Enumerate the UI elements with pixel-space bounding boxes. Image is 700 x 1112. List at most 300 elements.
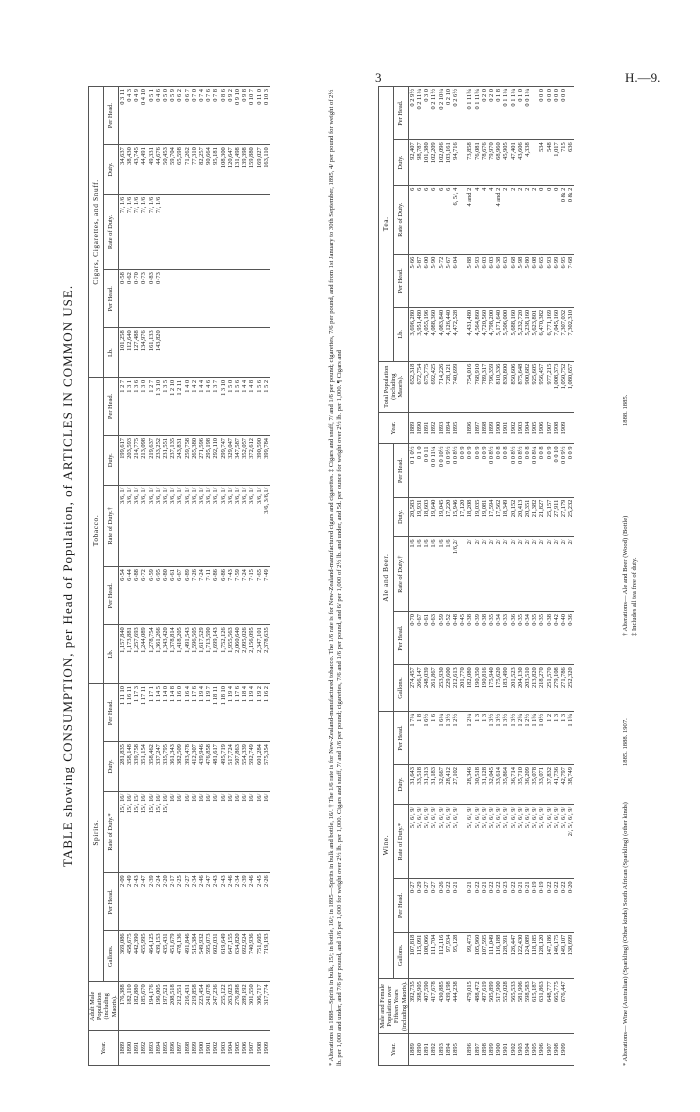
table-cell: 0·58 <box>118 270 126 328</box>
table-cell: 6·67 <box>176 567 183 625</box>
table-cell: 0 4 9 <box>133 87 140 145</box>
table-cell: 1 2¾ <box>517 711 524 764</box>
table-cell <box>191 270 198 328</box>
table-cell: 1 3 5 <box>162 377 169 435</box>
table-cell: 5/, 6/, 9/ <box>438 804 445 879</box>
table-cell: 0·21 <box>481 879 488 932</box>
table-cell: 223,454 <box>198 982 205 1031</box>
table-cell: 16/ <box>205 791 212 873</box>
table-cell: 253,930 <box>438 665 445 712</box>
table-cell: 1891 <box>133 1031 140 1066</box>
table-cell <box>567 87 574 140</box>
table-cell: 634,820 <box>234 931 241 982</box>
table-cell: 6·65 <box>538 254 545 307</box>
table-cell: 248,039 <box>423 665 430 712</box>
table-cell <box>205 328 212 378</box>
table-cell: 1 11 10 <box>118 684 126 742</box>
table-cell: 99,473 <box>466 932 473 979</box>
table-cell: 0 <box>538 185 545 254</box>
table-cell: 1 3 10 <box>155 377 162 435</box>
table-cell: 1905 <box>531 412 538 444</box>
table-cell: 6·93 <box>546 254 553 307</box>
table-cell: 2·39 <box>148 873 155 931</box>
table-cell: 108,066 <box>423 932 430 979</box>
col-lb: Lb. <box>393 307 408 361</box>
table-cell: 361,343 <box>169 742 176 792</box>
table-cell: 271,596 <box>198 436 205 486</box>
table-cell <box>227 194 234 269</box>
table-cell: 4,088,360 <box>430 307 437 361</box>
table-cell: 201,770 <box>459 665 466 712</box>
table-cell: 1 14 5 <box>155 684 162 742</box>
table-cell: 925,605 <box>531 361 538 412</box>
table-cell: 1901 <box>502 1034 509 1066</box>
table-cell: 1900 <box>495 412 502 444</box>
table-row <box>438 87 445 1066</box>
table-cell: 1 17 6 <box>191 684 198 742</box>
table-cell: 197,521 <box>162 982 169 1031</box>
table-cell: 4 and 2 <box>466 185 473 254</box>
table-cell: 214,775 <box>133 436 140 486</box>
table-cell: 5/, 6/, 9/ <box>538 804 545 879</box>
table-row <box>416 87 423 1066</box>
table-cell: 789,317 <box>481 361 488 412</box>
table-cell: 1,017 <box>553 140 560 185</box>
table-cell: 68,960 <box>495 140 502 185</box>
table-cell: 17,594 <box>488 497 495 537</box>
table-cell: 565,533 <box>510 979 517 1034</box>
table-cell: 0 0 8½ <box>517 444 524 497</box>
table-cell: 6·00 <box>423 254 430 307</box>
table-cell: 1,491,543 <box>184 625 191 684</box>
table-cell: 45,905 <box>502 140 509 185</box>
table-row <box>220 87 227 1066</box>
table-cell: 0 8 6 <box>220 87 227 145</box>
table-cell: 1895 <box>452 1034 459 1066</box>
table-cell: 241,078 <box>205 982 212 1031</box>
table-cell: 5/, 6/, 9/ <box>495 804 502 879</box>
footnote-ale-alterations: † Alterations— Ale and Beer (Wood) (Bottle) <box>622 515 629 636</box>
table-cell: 337,247 <box>155 742 162 792</box>
table-row <box>553 87 560 1066</box>
table-cell: 0 0 8¼ <box>531 444 538 497</box>
table-cell: 0·62 <box>126 270 133 328</box>
col-per-head: Per Head. <box>393 879 408 932</box>
table-cell: 0 0 8 <box>502 444 509 497</box>
table-row <box>408 87 416 1066</box>
table-cell: 127,488 <box>133 328 140 378</box>
page-number: 3 <box>375 70 382 85</box>
table-row <box>502 87 509 1066</box>
table-cell <box>263 194 270 269</box>
col-duty: Duty. <box>393 497 408 537</box>
table-cell: 1903 <box>517 412 524 444</box>
table-cell: 19,081 <box>481 497 488 537</box>
table-cell: 6·86 <box>212 567 219 625</box>
table-cell: 33,614 <box>495 765 502 805</box>
table-cell: 451,679 <box>169 931 176 982</box>
table-cell: 15/, 16/ <box>148 791 155 873</box>
table-cell: 1895 <box>162 1031 169 1066</box>
table-cell: 977,215 <box>546 361 553 412</box>
table-cell <box>169 328 176 378</box>
table-cell: 5/, 6/, 9/ <box>466 804 473 879</box>
table-cell: 43,606 <box>517 140 524 185</box>
table-cell: 15,946 <box>452 497 459 537</box>
table-cell: 1 2½ <box>452 711 459 764</box>
table-cell: 715 <box>560 140 567 185</box>
table-cell: 2,156,095 <box>248 625 255 684</box>
table-cell: 1907 <box>546 1034 553 1066</box>
footnote-spirits-tobacco: * Alterations in 1888—Spirits in bulk, 15/; in bottle, 16/; in 1895—Spirits in bulk and bottle, 16/. † The 1/6 rate is for New-Zealand-manufactured tobacco. The 1/6 rate is for New-Zealand-manufactured cigars and cigarettes. ‡ Cigars and snuff, 7/ and 1/6 per pound; cigarettes, 7/6 per pound, and from 1st January to 30th September, 1895, 4/ per pound for weight of 2½ lb. per 1,000 and under, and 7/6 per pound, and 1/6 per 1,000 for weight over 2½ lb. per 1,000. Cigars and snuff, 7/ and 1/6 per pound; cigarettes, 7/6 and 1/6 per pound, and 6/ per 1,000 of 2½ lb. and under, and 5d. per ounce for weight over 2½ lb. per 1,000. ¶ Cigars and <box>328 89 343 1066</box>
col-rate: Rate of Duty.* <box>393 804 408 879</box>
table-cell: 1898 <box>184 1031 191 1066</box>
table-cell: 1,008,373 <box>553 361 560 412</box>
table-cell <box>241 194 248 269</box>
table-cell: 956,457 <box>538 361 545 412</box>
table-cell: 1 3½ <box>495 711 502 764</box>
table-cell: 5,623,801 <box>531 307 538 361</box>
table-cell: 28,412 <box>445 765 452 805</box>
table-cell: 1 3 <box>560 711 567 764</box>
table-cell: 0·26 <box>438 879 445 932</box>
group-cigars: Cigars, Cigarettes, and Snuff. <box>89 87 104 378</box>
table-cell: 3/6, 1/ <box>212 485 219 567</box>
table-cell: 6·89 <box>184 567 191 625</box>
table-cell: 120,647 <box>227 145 234 195</box>
table-cell: 20,351 <box>524 497 531 537</box>
table-cell: 517,900 <box>495 979 502 1034</box>
table-cell: 2/ <box>466 537 473 612</box>
table-cell: 0 7 0 <box>191 87 198 145</box>
table-cell: 2·46 <box>198 873 205 931</box>
table-cell: 648,777 <box>546 979 553 1034</box>
table-cell: 35,710 <box>517 765 524 805</box>
table-cell: 19,640 <box>430 497 437 537</box>
table-cell: 317,774 <box>263 982 270 1031</box>
table-cell: 1,596,505 <box>191 625 198 684</box>
table-cell: 1906 <box>241 1031 248 1066</box>
table-cell: 25,232 <box>567 497 574 537</box>
table-cell <box>263 328 270 378</box>
table-row <box>155 87 162 1066</box>
table-cell <box>176 194 183 269</box>
table-cell: 32,667 <box>438 765 445 805</box>
table-row <box>466 87 473 1066</box>
table-cell: 619,649 <box>220 931 227 982</box>
table-cell: 7·11 <box>205 567 212 625</box>
table-cell: 5/, 6/, 9/ <box>560 804 567 879</box>
table-cell: 6·88 <box>133 567 140 625</box>
table-cell: 478,136 <box>176 931 183 982</box>
table-cell <box>256 328 263 378</box>
table-cell: 4,798,200 <box>488 307 495 361</box>
table-cell: 0·63 <box>430 612 437 665</box>
table-cell: 2·49 <box>126 873 133 931</box>
table-cell: 7,045,160 <box>553 307 560 361</box>
table-cell: 6·95 <box>155 567 162 625</box>
table-cell: 204,130 <box>517 665 524 712</box>
table-cell: 19,035 <box>474 497 481 537</box>
table-cell: 1904 <box>524 412 531 444</box>
table-cell: 3/6, 1/ <box>162 485 169 567</box>
table-row <box>162 87 169 1066</box>
table-row <box>176 87 183 1066</box>
table-cell: 0 0 0 <box>538 87 545 140</box>
table-cell: 0 2 11¼ <box>416 87 423 140</box>
table-cell: 1905 <box>234 1031 241 1066</box>
spirits-tobacco-table <box>88 86 270 1066</box>
table-cell: 0·21 <box>517 879 524 932</box>
table-cell: 116,188 <box>495 932 502 979</box>
table-cell: 6·63 <box>502 254 509 307</box>
table-cell: 2 <box>510 185 517 254</box>
table-cell: 1889 <box>118 1031 126 1066</box>
table-cell: 37,832 <box>546 765 553 805</box>
table-cell: 1896 <box>466 1034 473 1066</box>
table-cell: 2·25 <box>176 873 183 931</box>
table-cell: 101,380 <box>423 140 430 185</box>
table-cell: 0 0 9½ <box>445 444 452 497</box>
table-cell: 2/ <box>502 537 509 612</box>
table-row <box>227 87 234 1066</box>
table-cell: 5/, 6/, 9/ <box>445 804 452 879</box>
table-cell: 347,587 <box>234 436 241 486</box>
table-cell: 18,208 <box>466 497 473 537</box>
table-cell: 5/, 6/, 9/ <box>488 804 495 879</box>
table-cell: 176,388 <box>118 982 126 1031</box>
table-cell: 0 5 9 <box>169 87 176 145</box>
footnote-wine-years: 1885. 1888. 1907. <box>622 718 629 766</box>
table-cell: 3/6, 1/ <box>140 485 147 567</box>
table-cell: 259,758 <box>184 436 191 486</box>
table-cell: 190,816 <box>481 665 488 712</box>
rotated-table-sheet <box>60 86 660 1066</box>
table-cell: 47,401 <box>510 140 517 185</box>
table-cell: 4,720,560 <box>481 307 488 361</box>
table-cell: 16/ <box>234 791 241 873</box>
table-cell: 16/ <box>248 791 255 873</box>
table-cell: 20,413 <box>517 497 524 537</box>
table-cell: 6·80 <box>162 567 169 625</box>
table-cell: 175,940 <box>488 665 495 712</box>
col-gallons: Gallons. <box>103 931 118 982</box>
table-cell <box>531 87 538 140</box>
table-cell: 16/ <box>191 791 198 873</box>
table-cell: 2·26 <box>263 873 270 931</box>
table-cell: 115,091 <box>416 932 423 979</box>
table-cell <box>169 270 176 328</box>
table-cell: 147,186 <box>546 932 553 979</box>
table-cell: 134,976 <box>140 328 147 378</box>
table-cell: 515,384 <box>191 931 198 982</box>
table-cell: 0·35 <box>517 612 524 665</box>
table-cell: 0 0 11¼ <box>430 444 437 497</box>
col-duty: Duty. <box>103 145 118 195</box>
table-cell: 719,193 <box>263 931 270 982</box>
table-cell <box>459 765 466 805</box>
table-cell: 675,775 <box>423 361 430 412</box>
table-cell: 185,670 <box>140 982 147 1031</box>
table-cell: 714,226 <box>438 361 445 412</box>
table-cell: 7,307,032 <box>560 307 567 361</box>
table-cell: 34,637 <box>118 145 126 195</box>
table-cell: 97,934 <box>445 932 452 979</box>
table-cell: 16/ <box>169 791 176 873</box>
table-cell: 2/ <box>495 537 502 612</box>
table-cell: 7,302,310 <box>567 307 574 361</box>
table-cell <box>241 328 248 378</box>
table-cell: 111,704 <box>430 932 437 979</box>
table-cell: 94,716 <box>452 140 459 185</box>
col-lb: Lb. <box>103 328 118 378</box>
table-cell: 203,510 <box>524 665 531 712</box>
col-rate: Rate of Duty.† <box>103 485 118 567</box>
table-cell <box>198 194 205 269</box>
table-cell: 1 2 11 <box>176 377 183 435</box>
table-cell: 15/, 15/ <box>133 791 140 873</box>
table-cell: 0 9 8 <box>241 87 248 145</box>
table-cell: 33,518 <box>416 765 423 805</box>
table-cell: 0·22 <box>546 879 553 932</box>
table-cell: 0·22 <box>488 879 495 932</box>
table-cell: 1 3½ <box>445 711 452 764</box>
table-cell: 0·73 <box>140 270 147 328</box>
table-cell: 2,347,101 <box>256 625 263 684</box>
table-cell: 1,173,881 <box>126 625 133 684</box>
table-cell: 728,121 <box>445 361 452 412</box>
table-cell: 1 4 6 <box>205 377 212 435</box>
table-cell: 41,736 <box>553 765 560 805</box>
table-cell <box>212 270 219 328</box>
table-cell: 6·68 <box>510 254 517 307</box>
table-cell: 6,470,382 <box>538 307 545 361</box>
table-cell: 5/, 6/, 9/ <box>517 804 524 879</box>
table-cell: 1906 <box>538 412 545 444</box>
table-cell: 549,932 <box>198 931 205 982</box>
col-rate: Rate of Duty.† <box>393 537 408 612</box>
table-cell: 7/, 1/6 <box>148 194 155 269</box>
table-cell: 1,050,752 <box>560 361 567 412</box>
table-cell: 0·45 <box>459 612 466 665</box>
table-cell: 124,089 <box>524 932 531 979</box>
table-cell: 5/, 6/, 9/ <box>452 804 459 879</box>
table-cell: 2·43 <box>133 873 140 931</box>
table-cell: 92,407 <box>408 140 416 185</box>
table-cell: 0·73 <box>155 270 162 328</box>
table-cell: 112,640 <box>126 328 133 378</box>
table-cell: 1901 <box>205 1031 212 1066</box>
table-row <box>133 87 140 1066</box>
table-cell: 1/6 <box>423 537 430 612</box>
table-cell: 0 & 2 <box>560 185 567 254</box>
table-cell: 7/, 1/6 <box>140 194 147 269</box>
table-cell: 271,786 <box>560 665 567 712</box>
table-cell: 1,418,205 <box>176 625 183 684</box>
table-cell: 595,073 <box>205 931 212 982</box>
table-row <box>459 87 466 1066</box>
table-cell: 17,120 <box>459 497 466 537</box>
table-cell: 407,590 <box>423 979 430 1034</box>
table-cell: 219,858 <box>191 982 198 1031</box>
table-cell: 103,161 <box>445 140 452 185</box>
table-cell: 435,431 <box>162 931 169 982</box>
table-cell: 2·43 <box>212 873 219 931</box>
table-cell: 1/6 <box>416 537 423 612</box>
table-cell: 0·27 <box>423 879 430 932</box>
table-cell <box>234 194 241 269</box>
table-cell: 2/, 5/, 6/, 9/ <box>567 804 574 879</box>
table-cell: 1889 <box>408 1034 416 1066</box>
table-cell: 6 <box>416 185 423 254</box>
table-cell: 3/6, 3/6,1/ <box>263 485 270 567</box>
table-cell: 1 4 0 <box>184 377 191 435</box>
table-cell: 0 4 6 <box>155 87 162 145</box>
table-cell: 1894 <box>445 412 452 444</box>
table-cell: 3,696,280 <box>408 307 416 361</box>
table-cell: 20,583 <box>408 497 416 537</box>
table-row <box>567 87 574 1066</box>
table-cell: 372,612 <box>248 436 255 486</box>
table-cell: 0·20 <box>567 879 574 932</box>
table-cell: 107,818 <box>408 932 416 979</box>
table-cell: 65,598 <box>176 145 183 195</box>
col-gallons: Gallons. <box>393 665 408 712</box>
table-cell: 1908 <box>553 1034 560 1066</box>
table-cell: 1 19 4 <box>227 684 234 742</box>
table-cell: 19,045 <box>438 497 445 537</box>
table-cell: 1 17 6 <box>234 684 241 742</box>
table-cell: 1 16 4 <box>184 684 191 742</box>
table-cell: 1/6 <box>438 537 445 612</box>
table-cell: 0·22 <box>445 879 452 932</box>
table-cell: 1 6 <box>430 711 437 764</box>
table-cell: 15/, 16/ <box>126 791 133 873</box>
table-cell: 0 0 0 <box>553 87 560 140</box>
table-cell <box>567 979 574 1034</box>
table-cell: 194,176 <box>148 982 155 1031</box>
table-cell: 0 0 9 <box>567 444 574 497</box>
table-cell: 16/ <box>256 791 263 873</box>
table-cell: 289,192 <box>241 982 248 1031</box>
table-row <box>474 87 481 1066</box>
table-cell: 6 <box>408 185 416 254</box>
table-cell <box>459 307 466 361</box>
table-cell: 213,820 <box>531 665 538 712</box>
table-cell: 44,676 <box>155 145 162 195</box>
table-cell: 676,447 <box>560 979 567 1034</box>
table-cell: 3/6, 1/ <box>256 485 263 567</box>
table-cell: 875,648 <box>517 361 524 412</box>
table-cell: 218,270 <box>538 665 545 712</box>
table-cell: 2·20 <box>162 873 169 931</box>
table-cell: 602,031 <box>212 931 219 982</box>
table-cell: 592,749 <box>248 742 255 792</box>
table-cell: 0 0 9 <box>481 444 488 497</box>
table-cell: 243,831 <box>176 436 183 486</box>
table-cell: 15/, 16/ <box>162 791 169 873</box>
table-cell: 1 17 3 <box>133 684 140 742</box>
table-cell: 5/, 6/, 9/ <box>531 804 538 879</box>
table-cell: 412,307 <box>191 742 198 792</box>
table-cell: 299,747 <box>220 436 227 486</box>
col-total-population: Total Population (including Maoris). <box>379 361 409 412</box>
table-cell: 1 18 10 <box>220 684 227 742</box>
table-cell: 1 1¾ <box>531 711 538 764</box>
table-cell: 252,320 <box>567 665 574 712</box>
table-cell: 208,518 <box>169 982 176 1031</box>
table-cell: 216,431 <box>184 982 191 1031</box>
